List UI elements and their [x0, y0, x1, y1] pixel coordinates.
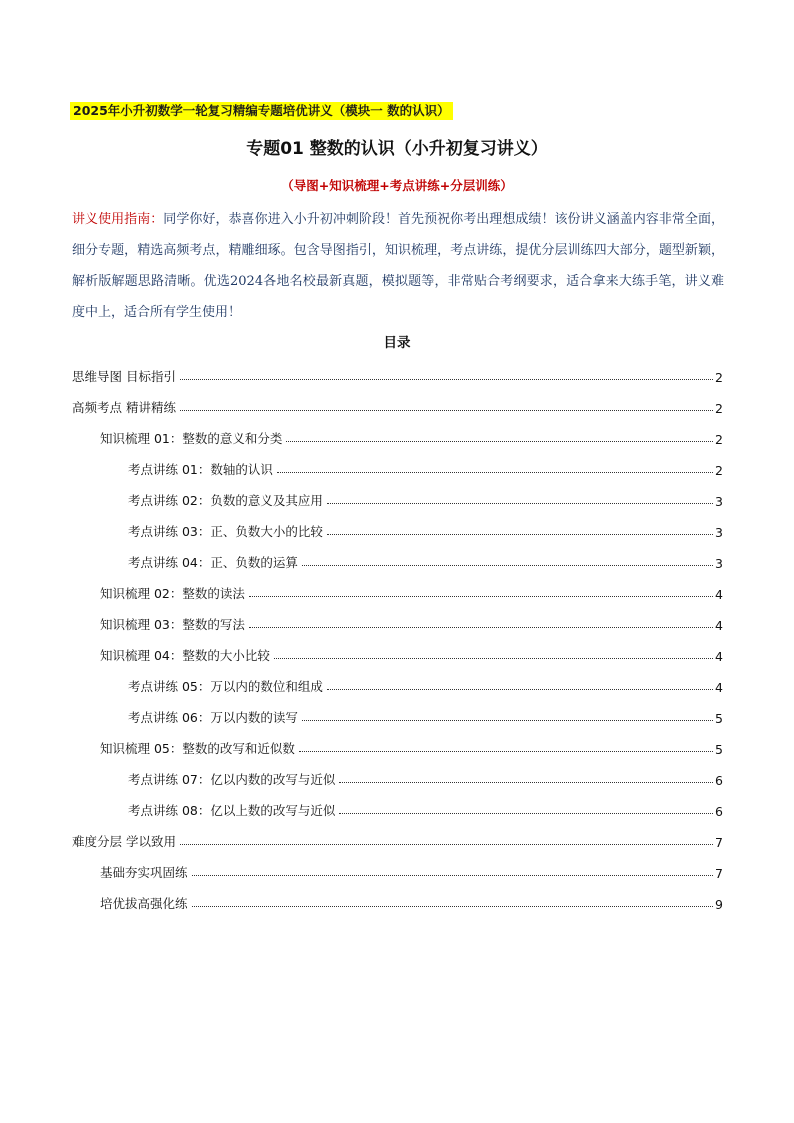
- usage-guide-lead: 讲义使用指南：: [72, 212, 164, 227]
- toc-entry-page-number: 9: [715, 897, 723, 912]
- toc-entry-page-number: 6: [715, 773, 723, 788]
- page-title: 专题01 整数的认识（小升初复习讲义）: [246, 139, 548, 159]
- toc-leader-dots: [277, 472, 713, 473]
- toc-entry[interactable]: [100, 582, 723, 602]
- toc-entry-label: 考点讲练 03：正、负数大小的比较: [128, 524, 323, 539]
- toc-entry-label: 培优拔高强化练: [100, 896, 188, 911]
- toc-entry-label: 知识梳理 05：整数的改写和近似数: [100, 741, 295, 756]
- toc-entry-label: 知识梳理 01：整数的意义和分类: [100, 431, 283, 446]
- toc-leader-dots: [339, 813, 713, 814]
- toc-entry[interactable]: [100, 613, 723, 633]
- toc-entry-label: 难度分层 学以致用: [72, 834, 176, 849]
- toc-heading: 目录: [383, 335, 411, 351]
- toc-entry-page-number: 3: [715, 494, 723, 509]
- toc-entry-page-number: 5: [715, 742, 723, 757]
- toc-leader-dots: [327, 689, 713, 690]
- toc-entry[interactable]: [100, 737, 723, 757]
- toc-leader-dots: [249, 596, 713, 597]
- toc-entry-page-number: 5: [715, 711, 723, 726]
- toc-entry-label: 考点讲练 04：正、负数的运算: [128, 555, 298, 570]
- toc-entry[interactable]: [100, 644, 723, 664]
- toc-entry-label: 考点讲练 05：万以内的数位和组成: [128, 679, 323, 694]
- toc-entry-page-number: 4: [715, 680, 723, 695]
- toc-entry-page-number: 2: [715, 401, 723, 416]
- toc-entry[interactable]: [128, 799, 723, 819]
- toc-entry-page-number: 2: [715, 432, 723, 447]
- toc-entry[interactable]: [100, 427, 723, 447]
- toc-entry[interactable]: [72, 830, 723, 850]
- toc-entry-page-number: 7: [715, 866, 723, 881]
- toc-entry-page-number: 2: [715, 370, 723, 385]
- toc-leader-dots: [180, 844, 713, 845]
- toc-entry-label: 考点讲练 06：万以内数的读写: [128, 710, 298, 725]
- usage-guide: [72, 204, 724, 328]
- toc-entry-label: 考点讲练 07：亿以内数的改写与近似: [128, 772, 336, 787]
- toc-entry-page-number: 3: [715, 525, 723, 540]
- toc-entry-label: 知识梳理 04：整数的大小比较: [100, 648, 270, 663]
- usage-guide-body: 同学你好，恭喜你进入小升初冲刺阶段！首先预祝你考出理想成绩！该份讲义涵盖内容非常全面，细分专题，精选高频考点，精雕细琢。包含导图指引，知识梳理，考点讲练，提优分层训练四大部分，题型新颖，解析版解题思路清晰。优选2024各地名校最新真题，模拟题等，非常贴合考纲要求，适合拿来大练手笔，讲义难度中上，适合所有学生使用！: [72, 212, 724, 320]
- toc-leader-dots: [302, 565, 713, 566]
- toc-leader-dots: [180, 379, 713, 380]
- toc-entry-label: 基础夯实巩固练: [100, 865, 188, 880]
- toc-entry-page-number: 2: [715, 463, 723, 478]
- header-highlight: 2025年小升初数学一轮复习精编专题培优讲义（模块一 数的认识）: [70, 102, 453, 120]
- toc-entry[interactable]: [128, 675, 723, 695]
- toc-entry-page-number: 6: [715, 804, 723, 819]
- toc-entry[interactable]: [100, 861, 723, 881]
- toc-entry-page-number: 3: [715, 556, 723, 571]
- page-subtitle: （导图+知识梳理+考点讲练+分层训练）: [281, 178, 513, 193]
- toc-entry-label: 考点讲练 01：数轴的认识: [128, 462, 273, 477]
- toc-entry-label: 思维导图 目标指引: [72, 369, 176, 384]
- toc-leader-dots: [339, 782, 713, 783]
- toc-leader-dots: [249, 627, 713, 628]
- toc-leader-dots: [192, 906, 714, 907]
- toc-leader-dots: [274, 658, 713, 659]
- toc-leader-dots: [286, 441, 713, 442]
- toc-leader-dots: [299, 751, 713, 752]
- toc-entry[interactable]: [100, 892, 723, 912]
- toc-entry-page-number: 4: [715, 618, 723, 633]
- toc-entry[interactable]: [128, 489, 723, 509]
- toc-entry-label: 知识梳理 02：整数的读法: [100, 586, 245, 601]
- toc-entry-page-number: 4: [715, 649, 723, 664]
- toc-entry-label: 考点讲练 08：亿以上数的改写与近似: [128, 803, 336, 818]
- toc-entry[interactable]: [128, 520, 723, 540]
- toc-entry-label: 知识梳理 03：整数的写法: [100, 617, 245, 632]
- toc-leader-dots: [327, 503, 713, 504]
- toc-entry[interactable]: [128, 458, 723, 478]
- toc-entry-page-number: 7: [715, 835, 723, 850]
- toc-entry[interactable]: [72, 365, 723, 385]
- toc-entry[interactable]: [128, 551, 723, 571]
- toc-entry[interactable]: [128, 768, 723, 788]
- toc-leader-dots: [327, 534, 713, 535]
- toc-entry[interactable]: [128, 706, 723, 726]
- toc-leader-dots: [192, 875, 714, 876]
- toc-leader-dots: [302, 720, 713, 721]
- toc-entry-page-number: 4: [715, 587, 723, 602]
- toc-entry-label: 高频考点 精讲精练: [72, 400, 176, 415]
- toc-entry[interactable]: [72, 396, 723, 416]
- toc-leader-dots: [180, 410, 713, 411]
- toc-entry-label: 考点讲练 02：负数的意义及其应用: [128, 493, 323, 508]
